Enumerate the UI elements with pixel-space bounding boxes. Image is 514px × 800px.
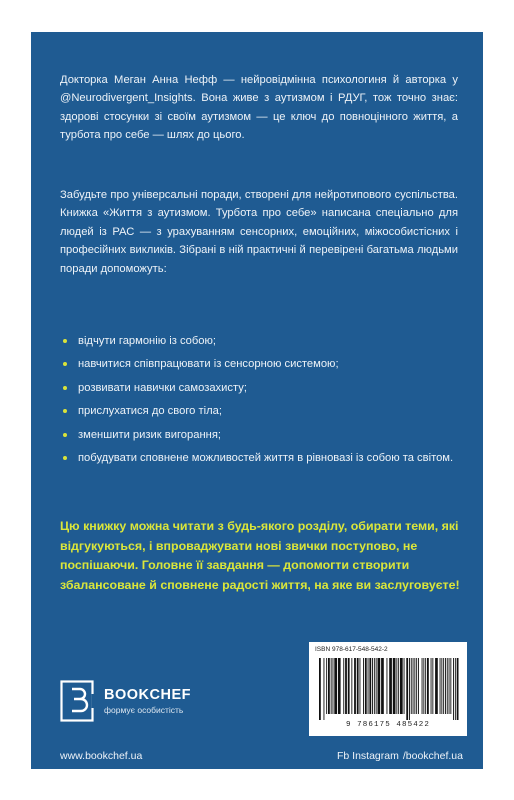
barcode-bar	[326, 658, 327, 714]
bullet-dot-icon	[63, 339, 67, 343]
barcode-bar	[455, 658, 456, 720]
bullet-dot-icon	[63, 409, 67, 413]
barcode-bar	[345, 658, 347, 714]
barcode-bar	[372, 658, 373, 714]
barcode-bar	[400, 658, 403, 714]
barcode-bar	[376, 658, 377, 714]
barcode-bar	[381, 658, 384, 714]
barcode-bar	[324, 658, 325, 720]
barcode-bar	[333, 658, 334, 714]
barcode-bar	[368, 658, 369, 714]
barcode-bar	[363, 658, 364, 714]
barcode-bar	[338, 658, 341, 714]
social-icons: Fb Instagram	[337, 750, 399, 762]
barcode-bar	[450, 658, 451, 714]
benefits-list	[60, 332, 458, 472]
list-item: побудувати сповнене можливостей життя в рівновазі із собою та світом.	[60, 449, 458, 467]
barcode-bar	[365, 658, 367, 714]
barcode-bar	[457, 658, 459, 720]
list-item: навчитися співпрацювати із сенсорною системою;	[60, 355, 458, 373]
barcode-bar	[343, 658, 344, 714]
barcode-bar	[423, 658, 424, 714]
barcode-digits: 9 786175 485422	[345, 721, 430, 729]
back-cover	[31, 32, 483, 769]
list-item: прислухатися до свого тіла;	[60, 402, 458, 420]
barcode-bar	[406, 658, 408, 720]
publisher-logo	[60, 680, 191, 722]
barcode-bar	[328, 658, 330, 714]
barcode-bar	[447, 658, 448, 714]
barcode-bar	[414, 658, 415, 714]
publisher-tagline: формує особистість	[104, 704, 184, 715]
barcode-bar	[331, 658, 332, 714]
barcode-bar	[435, 658, 438, 714]
barcode-bar	[416, 658, 417, 714]
barcode-bar	[445, 658, 446, 714]
barcode-bar	[398, 658, 399, 714]
barcode-bar	[427, 658, 429, 714]
book-description-paragraph: Забудьте про універсальні поради, створені для нейротипового суспільства. Книжка «Життя з аутизмом. Турбота про себе» написана спеціально для людей із РАС — з урахуванням сенсорних, емоційних, міжособистісних і професійних викликів. Зібрані в ній практичні й перевірені багатьма людьми поради допоможуть:	[60, 189, 458, 275]
social-handle: /bookchef.ua	[402, 750, 463, 762]
bullet-dot-icon	[63, 386, 67, 390]
barcode-bar	[431, 658, 432, 714]
barcode-bar	[369, 658, 371, 714]
publisher-name: BOOKCHEF	[104, 686, 191, 703]
isbn-label: ISBN 978-617-548-542-2	[315, 646, 388, 653]
list-item: зменшити ризик вигорання;	[60, 426, 458, 444]
barcode-bar	[393, 658, 396, 714]
barcode-bars	[315, 658, 461, 720]
barcode-bar	[378, 658, 381, 714]
barcode-bar	[374, 658, 375, 714]
barcode-bar	[404, 658, 405, 714]
barcode-bar	[319, 658, 321, 720]
bullet-dot-icon	[63, 362, 67, 366]
barcode-bar	[425, 658, 426, 714]
barcode-bar	[418, 658, 419, 714]
barcode-bar	[443, 658, 444, 714]
bullet-dot-icon	[63, 456, 67, 460]
social-links[interactable]	[337, 749, 463, 763]
publisher-wordmark	[104, 687, 191, 716]
barcode-bar	[409, 658, 410, 720]
bookchef-logo-icon	[60, 680, 94, 722]
barcode-bar	[354, 658, 356, 714]
barcode-bar	[422, 658, 423, 714]
author-bio-paragraph: Докторка Меган Анна Нефф — нейровідмінна психологиня й авторка у @Neurodivergent_Insights. Вона живе з аутизмом і РДУГ, тож точно знає: здорові стосунки зі своїм аутизмом — це ключ до повноцінного життя, а турбота про себе — шлях до цього.	[60, 74, 458, 142]
website-link[interactable]: www.bookchef.ua	[60, 750, 143, 762]
list-item: розвивати навички самозахисту;	[60, 379, 458, 397]
barcode-bar	[411, 658, 412, 714]
list-item: відчути гармонію із собою;	[60, 332, 458, 350]
barcode-bar	[441, 658, 442, 714]
barcode-bar	[396, 658, 397, 714]
barcode-bar	[389, 658, 392, 714]
barcode-bar	[413, 658, 414, 714]
barcode-bar	[449, 658, 450, 714]
isbn-barcode	[309, 642, 467, 736]
barcode-bar	[348, 658, 350, 714]
barcode-bar	[334, 658, 337, 714]
highlight-paragraph: Цю книжку можна читати з будь-якого розділу, обирати теми, які відгукуються, і впроваджувати нові звички поступово, не поспішаючи. Головне її завдання — допомогти створити збалансоване й сповнене радості життя, на яке ви заслуговуєте!	[60, 519, 460, 592]
barcode-bar	[351, 658, 352, 714]
barcode-bar	[440, 658, 441, 714]
barcode-bar	[453, 658, 454, 720]
barcode-bar	[432, 658, 433, 714]
barcode-bar	[360, 658, 361, 714]
barcode-bar	[357, 658, 359, 714]
bullet-dot-icon	[63, 433, 67, 437]
barcode-bar	[387, 658, 388, 714]
